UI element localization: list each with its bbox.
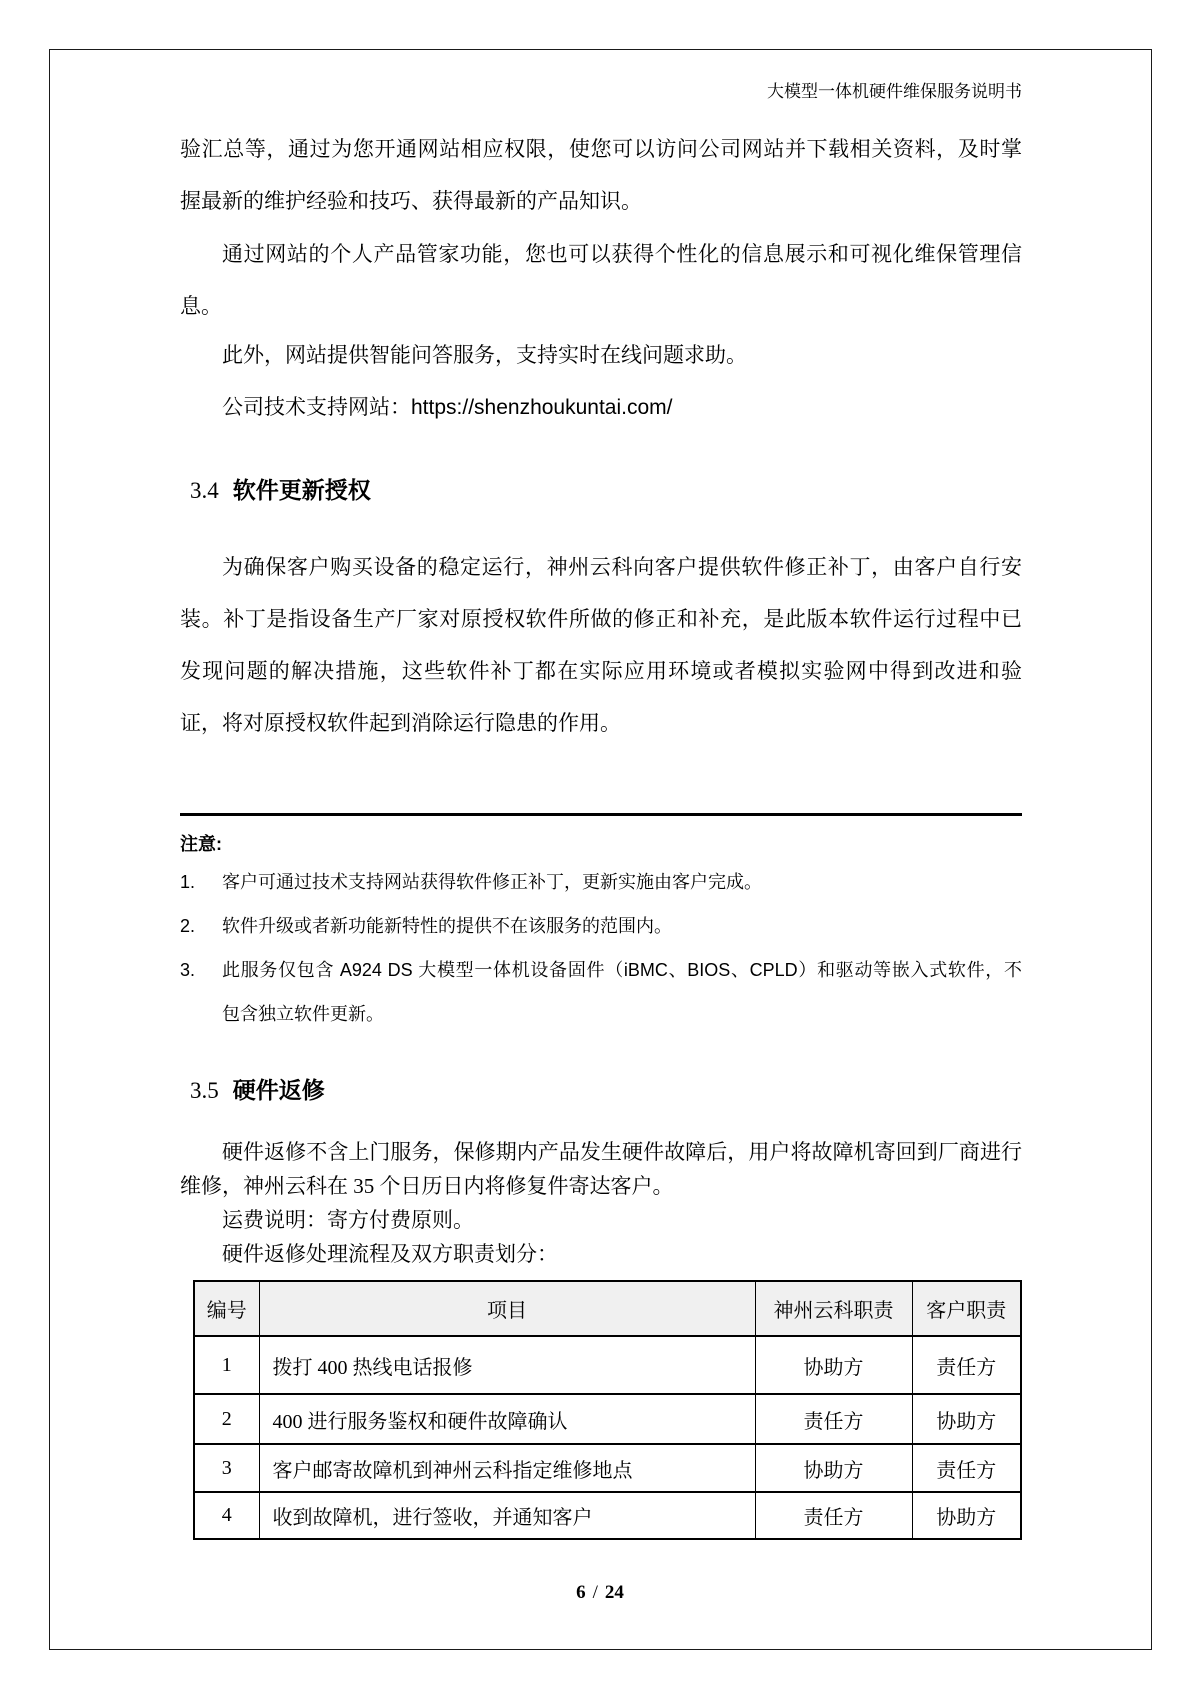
paragraph-3-5 (180, 1135, 1022, 1271)
note-item (180, 948, 1022, 1036)
note-item (180, 904, 1022, 948)
page-footer (0, 1582, 1200, 1604)
paragraph-line: 此外，网站提供智能问答服务，支持实时在线问题求助。 (222, 344, 747, 367)
running-header: 大模型一体机硬件维保服务说明书 (767, 82, 1022, 101)
paragraph-intro-1 (180, 124, 1022, 228)
paragraph-line: 硬件返修不含上门服务，保修期内产品发生硬件故障后，用户将故障机寄回到厂商进行 (222, 1140, 1022, 1164)
paragraph-line: 维修，神州云科在 35 个日历日内将修复件寄达客户。 (180, 1174, 674, 1198)
paragraph-line: 装。补丁是指设备生产厂家对原授权软件所做的修正和补充，是此版本软件运行过程中已 (180, 608, 1022, 631)
note-list (180, 860, 1022, 1036)
page-number-separator: / (592, 1582, 598, 1603)
column-header-vendor-duty: 神州云科职责 (755, 1281, 912, 1336)
cell-customer-duty: 责任方 (912, 1336, 1021, 1394)
cell-item: 收到故障机，进行签收，并通知客户 (259, 1492, 755, 1539)
cell-item: 400 进行服务鉴权和硬件故障确认 (259, 1394, 755, 1444)
table-row (194, 1492, 1021, 1539)
section-title: 软件更新授权 (232, 477, 371, 503)
cell-number: 3 (194, 1444, 259, 1492)
section-title: 硬件返修 (232, 1077, 325, 1103)
column-header-customer-duty: 客户职责 (912, 1281, 1021, 1336)
paragraph-line: 验汇总等，通过为您开通网站相应权限，使您可以访问公司网站并下载相关资料，及时掌 (180, 138, 1022, 161)
paragraph-line: 通过网站的个人产品管家功能，您也可以获得个性化的信息展示和可视化维保管理信 (222, 243, 1022, 266)
cell-number: 2 (194, 1394, 259, 1444)
paragraph-line: 为确保客户购买设备的稳定运行，神州云科向客户提供软件修正补丁，由客户自行安 (222, 556, 1022, 579)
table-row (194, 1394, 1021, 1444)
paragraph-line: 息。 (180, 295, 222, 318)
cell-item: 客户邮寄故障机到神州云科指定维修地点 (259, 1444, 755, 1492)
table-row (194, 1336, 1021, 1394)
support-site-url: https://shenzhoukuntai.com/ (411, 396, 673, 419)
section-heading-3-4 (190, 472, 371, 505)
cell-number: 1 (194, 1336, 259, 1394)
paragraph-3-4 (180, 542, 1022, 750)
note-divider-rule (180, 813, 1022, 816)
note-item-number: 1. (180, 872, 196, 892)
paragraph-line: 握最新的维护经验和技巧、获得最新的产品知识。 (180, 190, 642, 213)
cell-vendor-duty: 责任方 (755, 1394, 912, 1444)
page-number-current: 6 (576, 1582, 586, 1603)
table-caption-line: 硬件返修处理流程及双方职责划分： (222, 1242, 558, 1266)
page-number-total: 24 (604, 1582, 624, 1603)
note-item (180, 860, 1022, 904)
section-number: 3.4 (190, 478, 219, 503)
paragraph-line: 证，将对原授权软件起到消除运行隐患的作用。 (180, 712, 621, 735)
table-header-row (194, 1281, 1021, 1336)
table-row (194, 1444, 1021, 1492)
note-item-number: 3. (180, 960, 196, 980)
shipping-note-line: 运费说明：寄方付费原则。 (222, 1208, 474, 1232)
column-header-item: 项目 (259, 1281, 755, 1336)
note-item-line: 此服务仅包含 A924 DS 大模型一体机设备固件（iBMC、BIOS、CPLD）和驱动等嵌入式软件，不 (222, 960, 1022, 980)
note-item-number: 2. (180, 916, 196, 936)
note-item-line: 软件升级或者新功能新特性的提供不在该服务的范围内。 (222, 916, 672, 936)
column-header-number: 编号 (194, 1281, 259, 1336)
cell-item: 拨打 400 热线电话报修 (259, 1336, 755, 1394)
note-label: 注意: (180, 834, 222, 854)
paragraph-intro-2 (180, 229, 1022, 333)
section-number: 3.5 (190, 1078, 219, 1103)
paragraph-intro-3 (180, 330, 1022, 382)
section-heading-3-5 (190, 1072, 325, 1105)
cell-vendor-duty: 协助方 (755, 1336, 912, 1394)
support-site-label: 公司技术支持网站： (222, 396, 411, 419)
paragraph-line (180, 382, 1022, 434)
responsibility-table (193, 1280, 1022, 1540)
cell-vendor-duty: 协助方 (755, 1444, 912, 1492)
cell-customer-duty: 责任方 (912, 1444, 1021, 1492)
note-item-line: 客户可通过技术支持网站获得软件修正补丁，更新实施由客户完成。 (222, 872, 762, 892)
paragraph-support-site (180, 382, 1022, 434)
note-item-line: 包含独立软件更新。 (222, 1004, 384, 1024)
cell-vendor-duty: 责任方 (755, 1492, 912, 1539)
cell-customer-duty: 协助方 (912, 1492, 1021, 1539)
paragraph-line: 发现问题的解决措施，这些软件补丁都在实际应用环境或者模拟实验网中得到改进和验 (180, 660, 1022, 683)
cell-customer-duty: 协助方 (912, 1394, 1021, 1444)
cell-number: 4 (194, 1492, 259, 1539)
